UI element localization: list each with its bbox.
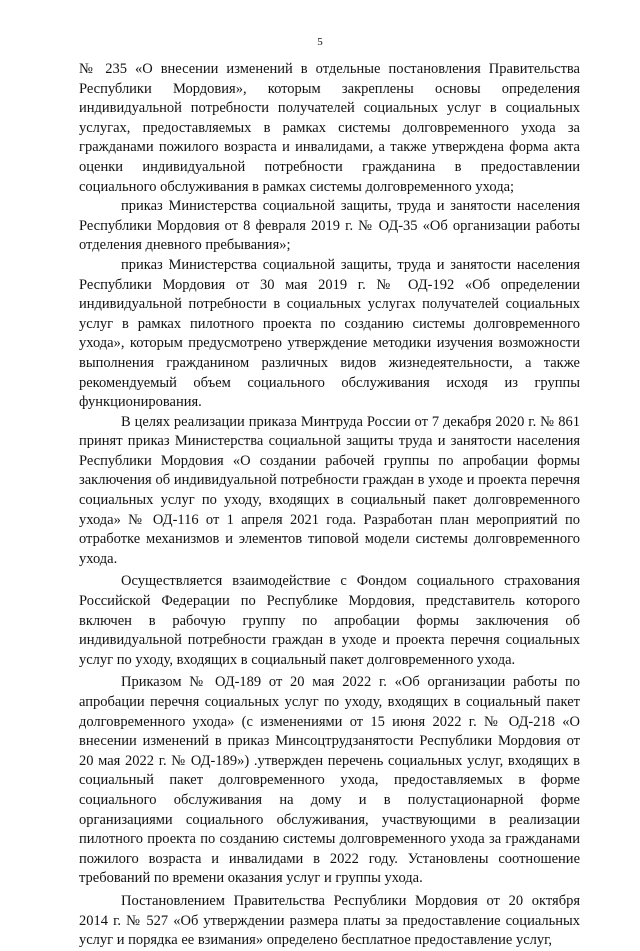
paragraph-resolution-527: Постановлением Правительства Республики Мордовия от 20 октября 2014 г. № 527 «Об утверждении размера платы за предоставление социальных услуг и порядка ее взимания» определено бесплатное предоставление услуг, — [79, 892, 580, 949]
paragraph-continuation: № 235 «О внесении изменений в отдельные постановления Правительства Республики Мордовия», которым закреплены основы определения индивидуальной потребности получателей социальных услуг в социальных услугах, предоставляемых в рамках системы долговременного ухода за гражданами пожилого возраста и инвалидами, а также утверждена форма акта оценки индивидуальной потребности гражданина в предоставлении социального обслуживания в рамках системы долговременного ухода; — [79, 61, 580, 195]
document-body — [79, 60, 580, 951]
paragraph-order-od-116: В целях реализации приказа Минтруда России от 7 декабря 2020 г. № 861 принят приказ Министерства социальной защиты труда и занятости населения Республики Мордовия «О создании рабочей группы по апробации формы заключения об индивидуальной потребности граждан в уходе и проекта перечня социальных услуг по уходу, входящих в социальный пакет долговременного ухода» № ОД-116 от 1 апреля 2021 года. Разработан план мероприятий по отработке механизмов и элементов типовой модели системы долговременного ухода. — [79, 413, 580, 567]
paragraph-order-od-192: приказ Министерства социальной защиты, труда и занятости населения Республики Мордовия от 30 мая 2019 г. № ОД-192 «Об определении индивидуальной потребности в социальных услугах получателей социальных услуг в рамках пилотного проекта по созданию системы долговременного ухода», которым предусмотрено утверждение методики изучения возможности выполнения гражданином различных видов жизнедеятельности, а также рекомендуемый объем социального обслуживания исходя из группы функционирования. — [79, 256, 580, 411]
page-number: 5 — [317, 36, 323, 48]
paragraph-order-od-35: приказ Министерства социальной защиты, труда и занятости населения Республики Мордовия от 8 февраля 2019 г. № ОД-35 «Об организации работы отделения дневного пребывания»; — [79, 198, 580, 254]
paragraph-order-od-189: Приказом № ОД-189 от 20 мая 2022 г. «Об организации работы по апробации перечня социальных услуг по уходу, входящих в социальный пакет долговременного ухода» (с изменениями от 15 июня 2022 г. № ОД-218 «О внесении изменений в приказ Минсоцтрудзанятости Республики Мордовия от 20 мая 2022 г. № ОД-189») .утвержден перечень социальных услуг, входящих в социальный пакет долговременного ухода, предоставляемых в форме социального обслуживания на дому и в полустационарной форме организациями социального обслуживания, участвующими в реализации пилотного проекта по созданию системы долговременного ухода за гражданами пожилого возраста и инвалидами в 2022 году. Установлены соотношение требований по времени оказания услуг и группы ухода. — [79, 674, 580, 887]
paragraph-social-insurance-fund: Осуществляется взаимодействие с Фондом социального страхования Российской Федерации по Республике Мордовия, представитель которого включен в рабочую группу по апробации формы заключения об индивидуальной потребности граждан в уходе и проекта перечня социальных услуг по уходу, входящих в социальный пакет долговременного ухода. — [79, 573, 580, 668]
